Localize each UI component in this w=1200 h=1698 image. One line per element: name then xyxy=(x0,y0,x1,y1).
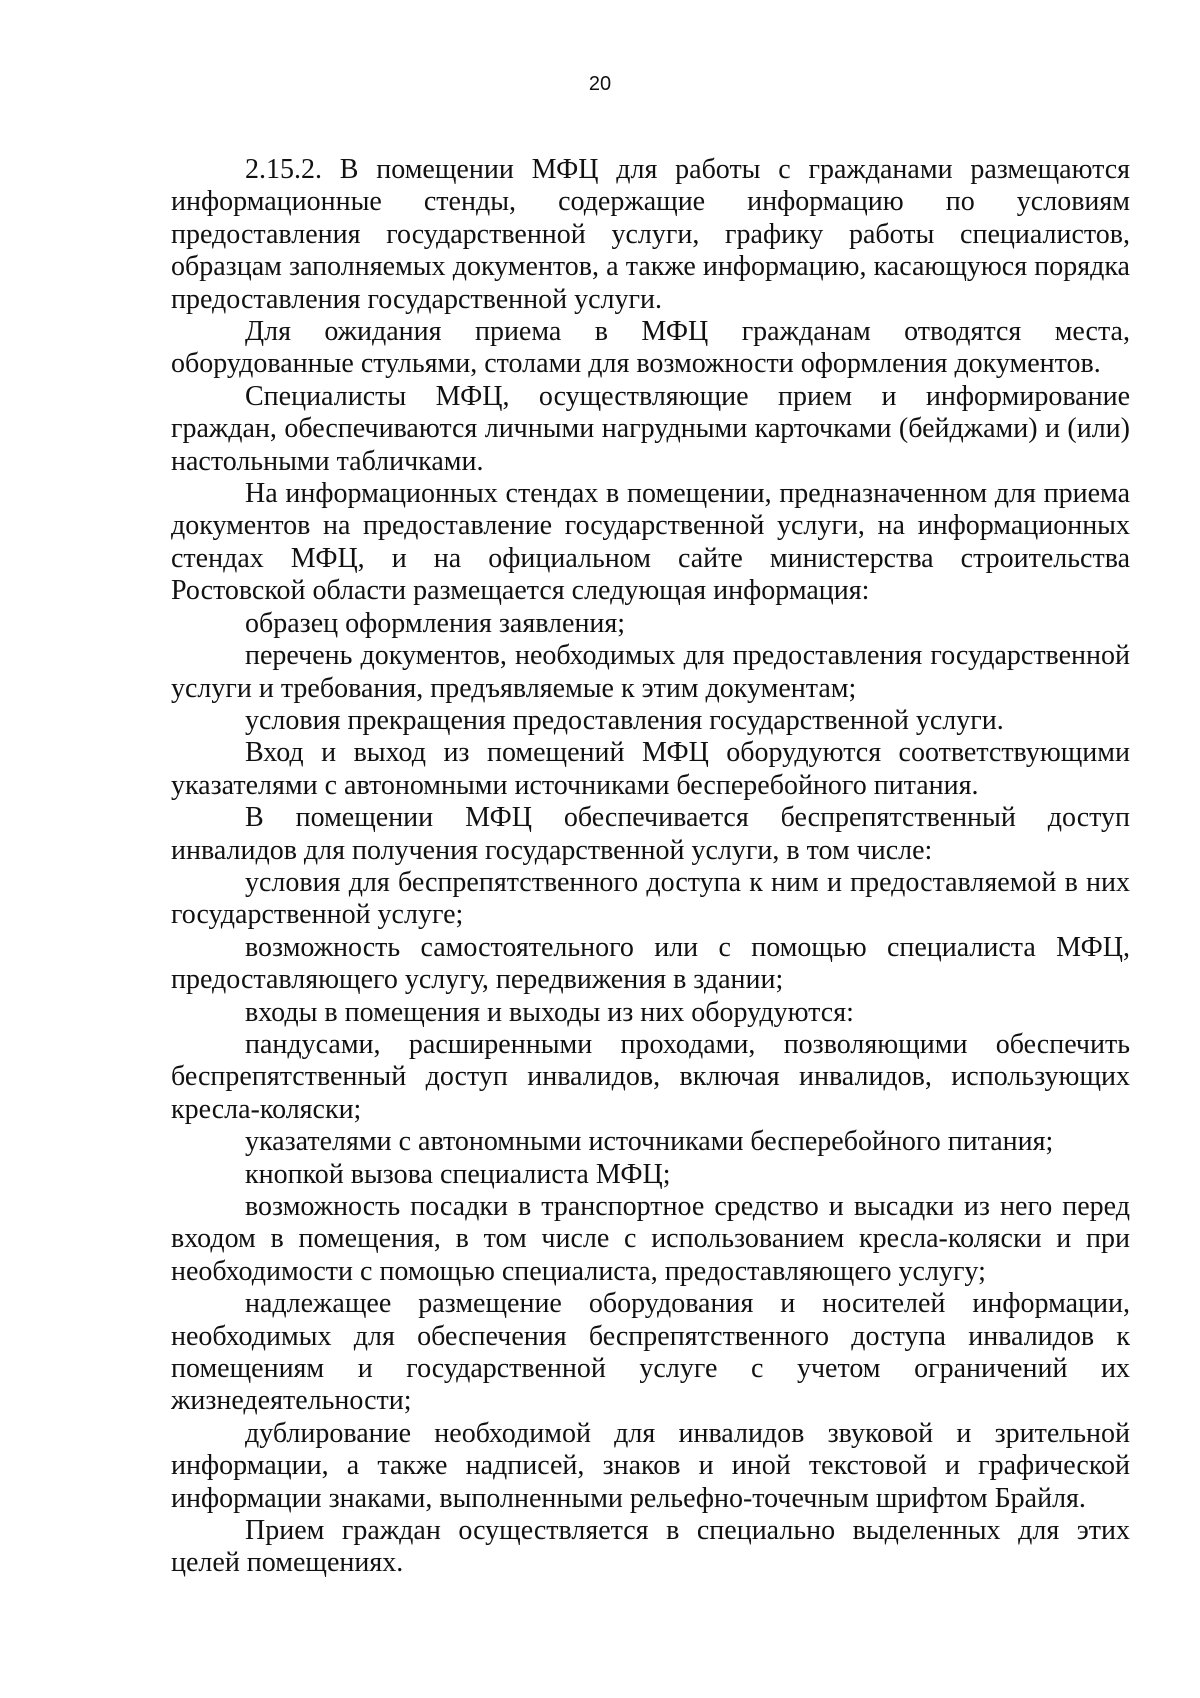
list-item: перечень документов, необходимых для предоставления государственной услуги и требования, предъявляемые к этим документам; xyxy=(171,640,1130,704)
list-item: возможность посадки в транспортное средство и высадки из него перед входом в помещения, в том числе с использованием кресла-коляски и при необходимости с помощью специалиста, предоставляющего услугу; xyxy=(171,1191,1130,1287)
paragraph: Прием граждан осуществляется в специально выделенных для этих целей помещениях. xyxy=(171,1515,1130,1579)
list-item: надлежащее размещение оборудования и носителей информации, необходимых для обеспечения беспрепятственного доступа инвалидов к помещениям и государственной услуге с учетом ограничений их жизнедеятельности; xyxy=(171,1288,1130,1417)
list-item: условия прекращения предоставления государственной услуги. xyxy=(245,704,1004,736)
page-number: 20 xyxy=(588,73,612,95)
paragraph: Специалисты МФЦ, осуществляющие прием и информирование граждан, обеспечиваются личными нагрудными карточками (бейджами) и (или) настольными табличками. xyxy=(171,380,1130,477)
list-item: условия для беспрепятственного доступа к ним и предоставляемой в них государственной услуге; xyxy=(171,866,1130,931)
list-item: возможность самостоятельного или с помощью специалиста МФЦ, предоставляющего услугу, передвижения в здании; xyxy=(171,931,1130,996)
list-item: пандусами, расширенными проходами, позволяющими обеспечить беспрепятственный доступ инвалидов, включая инвалидов, использующих кресла-коляски; xyxy=(171,1028,1130,1125)
list-item: указателями с автономными источниками бесперебойного питания; xyxy=(245,1126,1054,1158)
paragraph: Для ожидания приема в МФЦ гражданам отводятся места, оборудованные стульями, столами для возможности оформления документов. xyxy=(171,316,1130,380)
list-item: входы в помещения и выходы из них оборудуются: xyxy=(245,996,854,1028)
paragraph: На информационных стендах в помещении, предназначенном для приема документов на предоставление государственной услуги, на информационных стендах МФЦ, и на официальном сайте министерства строительства Ростовской области размещается следующая информация: xyxy=(171,478,1130,607)
document-body xyxy=(171,154,1130,1580)
list-item: образец оформления заявления; xyxy=(245,607,626,639)
list-item: кнопкой вызова специалиста МФЦ; xyxy=(245,1158,671,1190)
paragraph: В помещении МФЦ обеспечивается беспрепятственный доступ инвалидов для получения государственной услуги, в том числе: xyxy=(171,802,1130,866)
paragraph: Вход и выход из помещений МФЦ оборудуются соответствующими указателями с автономными источниками бесперебойного питания. xyxy=(171,737,1130,801)
list-item: дублирование необходимой для инвалидов звуковой и зрительной информации, а также надписей, знаков и иной текстовой и графической информации знаками, выполненными рельефно-точечным шрифтом Брайля. xyxy=(171,1417,1130,1514)
paragraph: 2.15.2. В помещении МФЦ для работы с гражданами размещаются информационные стенды, содержащие информацию по условиям предоставления государственной услуги, графику работы специалистов, образцам заполняемых документов, а также информацию, касающуюся порядка предоставления государственной услуги. xyxy=(171,154,1130,315)
